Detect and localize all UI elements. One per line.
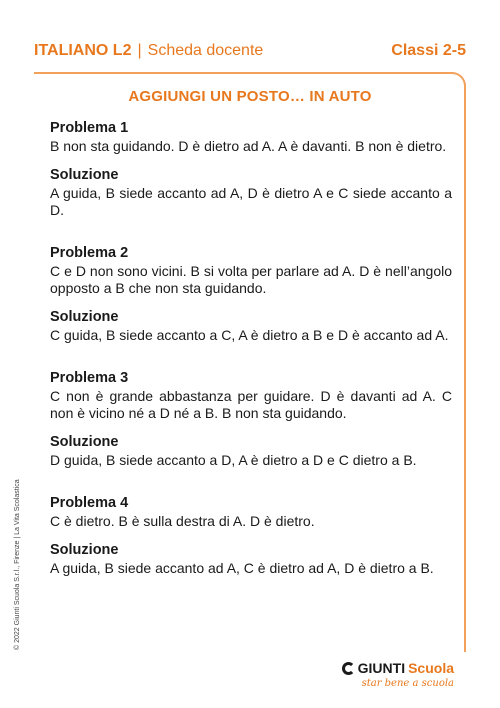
problem-heading: Problema 1 <box>50 120 129 136</box>
solution-block <box>50 309 452 344</box>
problem-block <box>50 120 452 155</box>
solution-text: A guida, B siede accanto ad A, D è dietro A e C siede accanto a D. <box>50 185 452 218</box>
problem-text: C è dietro. B è sulla destra di A. D è dietro. <box>50 513 315 529</box>
solution-block <box>50 434 452 469</box>
classes-label: Classi 2-5 <box>391 42 466 59</box>
logo-tagline: star bene a scuola <box>361 678 454 689</box>
problem-group-3 <box>50 370 452 469</box>
problem-text: C e D non sono vicini. B si volta per parlare ad A. D è nell’angolo opposto a B che non sta guidando. <box>50 263 452 296</box>
problem-group-2 <box>50 245 452 344</box>
logo-brand-main: GIUNTI <box>357 660 406 676</box>
problem-heading: Problema 4 <box>50 495 129 511</box>
solution-text: C guida, B siede accanto a C, A è dietro a B e D è accanto ad A. <box>50 327 449 343</box>
problem-text: B non sta guidando. D è dietro ad A. A è davanti. B non è dietro. <box>50 138 447 154</box>
page-title: AGGIUNGI UN POSTO… IN AUTO <box>128 88 372 105</box>
header-left <box>34 42 263 60</box>
header-separator: | <box>137 42 142 59</box>
solution-text: A guida, B siede accanto ad A, C è dietro ad A, D è dietro a B. <box>50 560 434 576</box>
solution-heading: Soluzione <box>50 167 119 183</box>
copyright-notice: © 2022 Giunti Scuola S.r.l., Firenze | La Vita Scolastica <box>14 479 21 650</box>
problem-group-1 <box>50 120 452 219</box>
solution-heading: Soluzione <box>50 434 119 450</box>
problem-text: C non è grande abbastanza per guidare. D è davanti ad A. C non è vicino né a D né a B. B non sta guidando. <box>50 388 452 421</box>
logo-brand-accent: Scuola <box>408 660 454 676</box>
problem-block <box>50 495 452 530</box>
page-header <box>34 40 466 62</box>
publisher-logo <box>342 660 454 689</box>
sheet-type-label: Scheda docente <box>147 42 264 59</box>
problems-list <box>50 120 452 589</box>
problem-heading: Problema 2 <box>50 245 129 261</box>
solution-heading: Soluzione <box>50 309 119 325</box>
solution-block <box>50 167 452 219</box>
problem-block <box>50 370 452 422</box>
problem-block <box>50 245 452 297</box>
giunti-g-icon <box>342 662 355 675</box>
problem-heading: Problema 3 <box>50 370 129 386</box>
subject-label: ITALIANO L2 <box>34 42 132 59</box>
solution-heading: Soluzione <box>50 542 119 558</box>
solution-text: D guida, B siede accanto a D, A è dietro a D e C dietro a B. <box>50 452 417 468</box>
solution-block <box>50 542 452 577</box>
logo-brand <box>342 660 454 676</box>
problem-group-4 <box>50 495 452 577</box>
